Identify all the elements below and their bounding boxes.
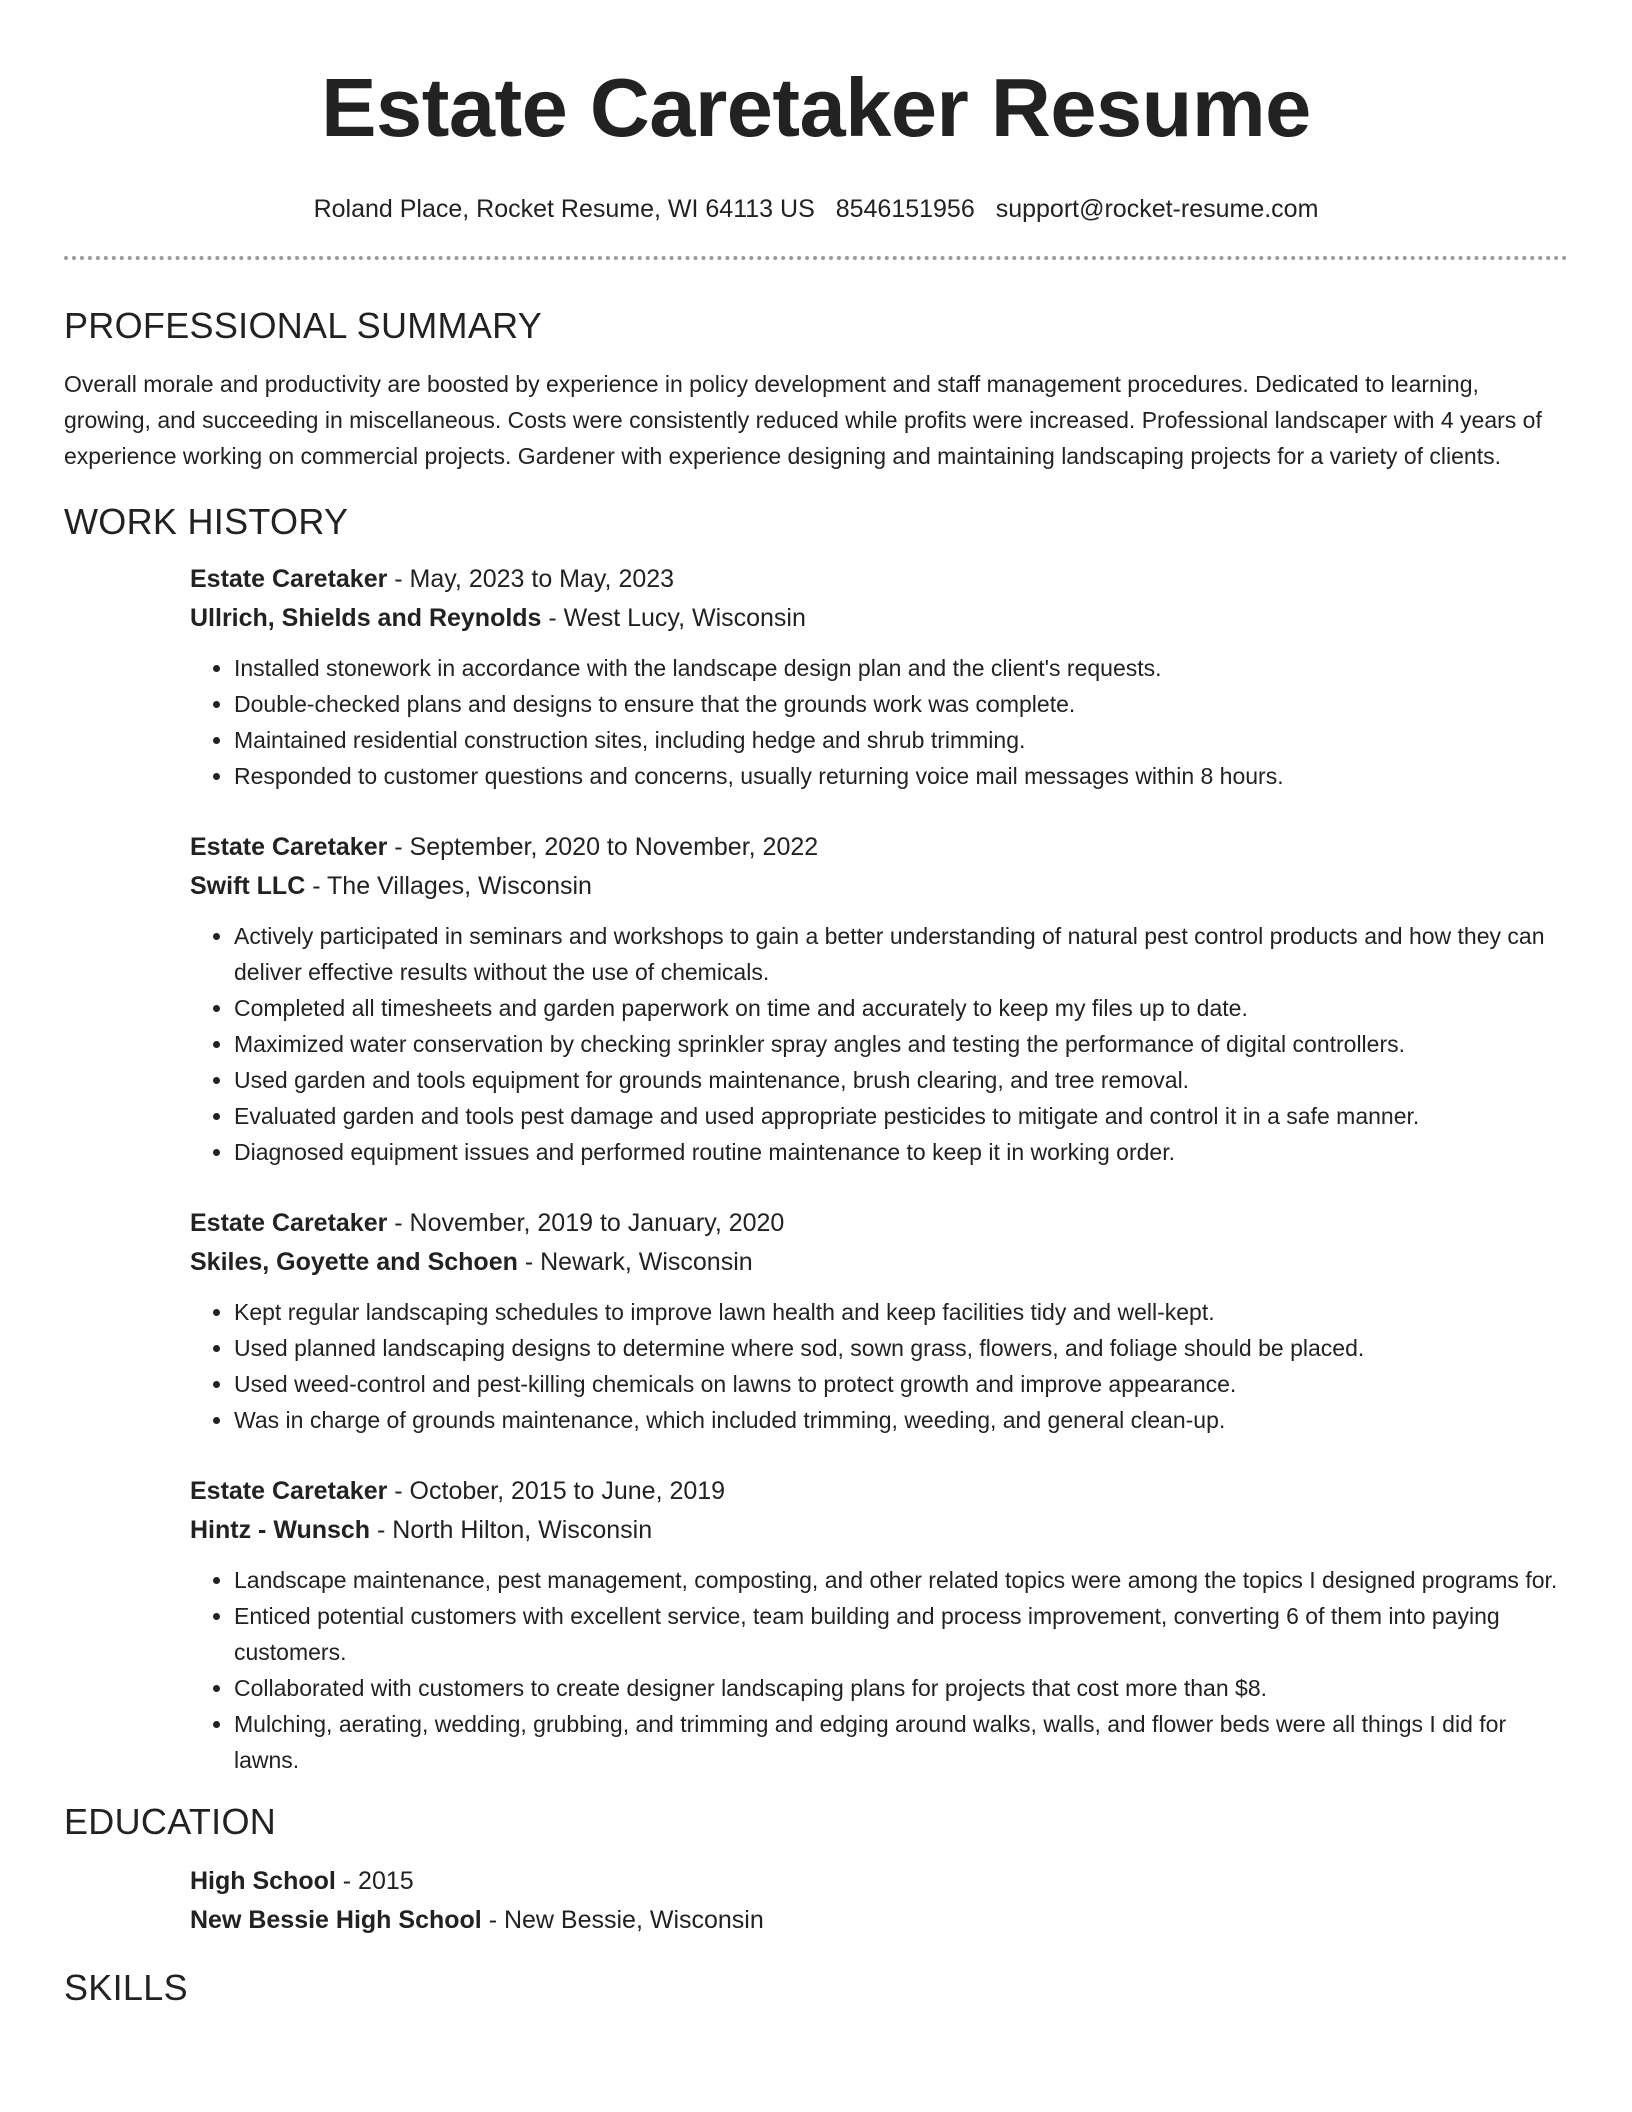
job-title-line [190,560,1568,599]
job-bullet: • Landscape maintenance, pest management, composting, and other related topics were among the topics I designed programs for. [234,1562,1568,1598]
job-bullet: • Collaborated with customers to create designer landscaping plans for projects that cost more than $8. [234,1670,1568,1706]
job-title-line [190,1472,1568,1511]
job-bullet: • Diagnosed equipment issues and performed routine maintenance to keep it in working order. [234,1134,1568,1170]
job-bullets [190,1294,1568,1438]
job-title: Estate Caretaker [190,833,388,861]
job-bullet: • Used weed-control and pest-killing chemicals on lawns to protect growth and improve appearance. [234,1366,1568,1402]
job-dates: - May, 2023 to May, 2023 [387,565,675,593]
job-bullet: • Used planned landscaping designs to determine where sod, sown grass, flowers, and foliage should be placed. [234,1330,1568,1366]
job-entry [190,1204,1568,1438]
job-company-line [190,599,1568,638]
education-location: - New Bessie, Wisconsin [481,1906,764,1934]
job-dates: - November, 2019 to January, 2020 [387,1209,785,1237]
job-bullet: • Responded to customer questions and concerns, usually returning voice mail messages within 8 hours. [234,758,1568,794]
resume-title: Estate Caretaker Resume [321,61,1311,154]
job-company-line [190,867,1568,906]
job-title: Estate Caretaker [190,1209,388,1237]
job-location: - West Lucy, Wisconsin [541,604,806,632]
summary-text: Overall morale and productivity are boosted by experience in policy development and staff management procedures. Dedicated to learning, growing, and succeeding in miscellaneous. Costs were consistently reduced while profits were increased. Professional landscaper with 4 years of experience working on commercial projects. Gardener with experience designing and maintaining landscaping projects for a variety of clients. [64,371,1542,469]
education-year: - 2015 [335,1867,414,1895]
job-bullet: • Maintained residential construction sites, including hedge and shrub trimming. [234,722,1568,758]
contact-email: support@rocket-resume.com [995,195,1319,223]
job-bullets [190,1562,1568,1778]
job-company: Skiles, Goyette and Schoen [190,1248,518,1276]
job-title: Estate Caretaker [190,1477,388,1505]
job-dates: - October, 2015 to June, 2019 [387,1477,726,1505]
job-bullet: • Enticed potential customers with excellent service, team building and process improvement, converting 6 of them into paying customers. [234,1598,1568,1670]
job-bullets [190,918,1568,1170]
job-title-line [190,828,1568,867]
education-entry [190,1862,1568,1940]
job-bullet: • Actively participated in seminars and workshops to gain a better understanding of natural pest control products and how they can deliver effective results without the use of chemicals. [234,918,1568,990]
contact-address: Roland Place, Rocket Resume, WI 64113 US [313,195,815,223]
education-school-line [190,1901,1568,1940]
job-dates: - September, 2020 to November, 2022 [387,833,819,861]
job-bullet: • Completed all timesheets and garden paperwork on time and accurately to keep my files up to date. [234,990,1568,1026]
job-company: Hintz - Wunsch [190,1516,371,1544]
job-title: Estate Caretaker [190,565,388,593]
work-history-list [190,560,1568,1778]
contact-line [64,194,1568,224]
job-entry [190,560,1568,794]
job-bullet: • Kept regular landscaping schedules to improve lawn health and keep facilities tidy and well-kept. [234,1294,1568,1330]
header-divider [64,256,1568,260]
job-company-line [190,1243,1568,1282]
job-company: Swift LLC [190,872,306,900]
education-degree-line [190,1862,1568,1901]
job-bullets [190,650,1568,794]
summary-heading: PROFESSIONAL SUMMARY [64,305,543,346]
job-location: - North Hilton, Wisconsin [370,1516,653,1544]
job-company-line [190,1511,1568,1550]
skills-heading: SKILLS [64,1967,188,2008]
education-school: New Bessie High School [190,1906,482,1934]
contact-phone: 8546151956 [835,195,975,223]
education-degree: High School [190,1867,336,1895]
job-bullet: • Was in charge of grounds maintenance, which included trimming, weeding, and general clean-up. [234,1402,1568,1438]
job-bullet: • Double-checked plans and designs to ensure that the grounds work was complete. [234,686,1568,722]
job-bullet: • Used garden and tools equipment for grounds maintenance, brush clearing, and tree removal. [234,1062,1568,1098]
job-entry [190,828,1568,1170]
job-entry [190,1472,1568,1778]
work-history-heading: WORK HISTORY [64,501,349,542]
job-location: - Newark, Wisconsin [517,1248,753,1276]
job-location: - The Villages, Wisconsin [305,872,592,900]
job-company: Ullrich, Shields and Reynolds [190,604,542,632]
job-bullet: • Mulching, aerating, wedding, grubbing, and trimming and edging around walks, walls, and flower beds were all things I did for lawns. [234,1706,1568,1778]
job-title-line [190,1204,1568,1243]
job-bullet: • Evaluated garden and tools pest damage and used appropriate pesticides to mitigate and control it in a safe manner. [234,1098,1568,1134]
education-heading: EDUCATION [64,1801,277,1842]
job-bullet: • Installed stonework in accordance with the landscape design plan and the client's requests. [234,650,1568,686]
job-bullet: • Maximized water conservation by checking sprinkler spray angles and testing the performance of digital controllers. [234,1026,1568,1062]
